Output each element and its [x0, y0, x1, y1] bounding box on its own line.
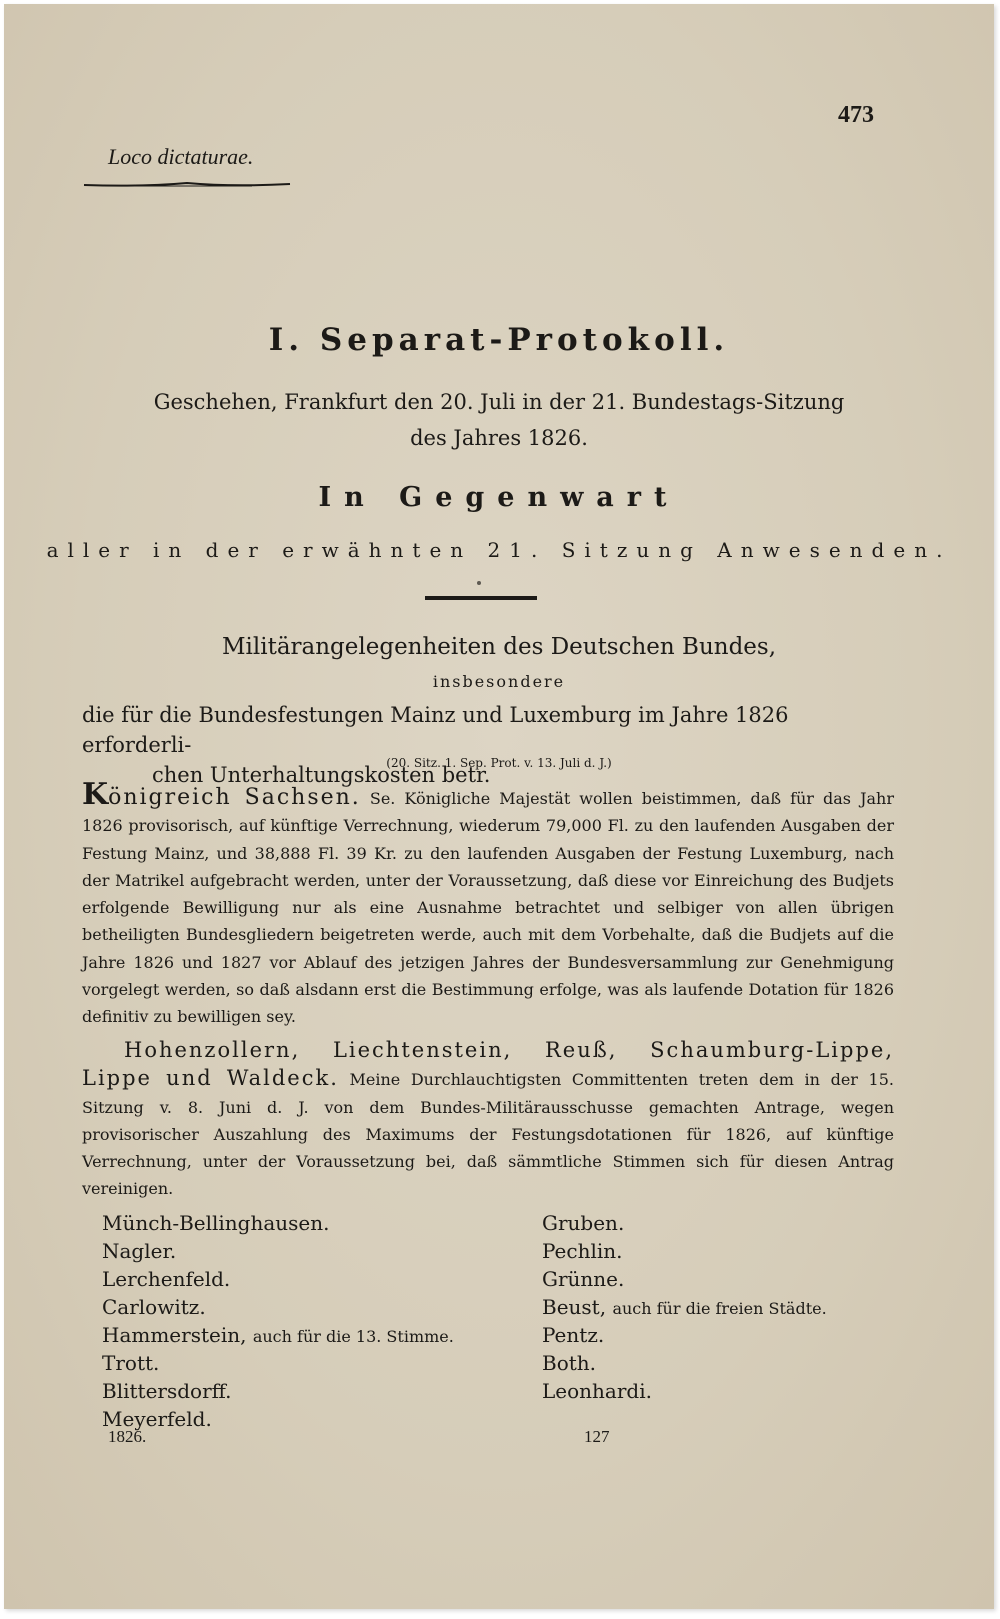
signature-left-2: Nagler. [102, 1239, 177, 1263]
hohenzollern-body: Meine Durchlauchtigsten Committenten treten dem in der 15. Sitzung v. 8. Juni d. J. von dem Bundes-Militärausschusse gemachten Antrage, wegen provisorischer Auszahlung des Maximums der Festungsdotationen für 1826, auf künftige Verrechnung, unter der Voraussetzung bei, daß sämmtliche Stimmen sich für diesen Antrag vereinigen. [82, 1070, 894, 1199]
signature-right-5: Pentz. [542, 1323, 605, 1347]
paragraph-saxony [82, 777, 894, 1031]
footer-sheet-number: 127 [584, 1427, 610, 1446]
signature-left-5: Hammerstein, auch für die 13. Stimme. [102, 1323, 454, 1347]
section-insbesondere: insbesondere [432, 672, 566, 691]
document-page [4, 4, 994, 1609]
intro-line-1: Geschehen, Frankfurt den 20. Juli in der 21. Bundestags-Sitzung [153, 390, 845, 414]
protocol-reference: (20. Sitz. 1. Sep. Prot. v. 13. Juli d. J.) [386, 756, 612, 770]
footer-year: 1826. [108, 1427, 147, 1446]
saxony-lead: önigreich Sachsen. [108, 785, 361, 810]
presence-line: aller in der erwähnten 21. Sitzung Anwesenden. [46, 538, 952, 562]
signature-right-3: Grünne. [542, 1267, 625, 1291]
signature-left-1: Münch-Bellinghausen. [102, 1211, 330, 1235]
intro-line-2: des Jahres 1826. [410, 426, 588, 450]
loco-dictaturae-note: Loco dictaturae. [108, 144, 254, 169]
signature-right-2: Pechlin. [542, 1239, 623, 1263]
document-title: I. Separat-Protokoll. [268, 322, 730, 358]
saxony-body: Se. Königliche Majestät wollen beistimmen, daß für das Jahr 1826 provisorisch, auf künftige Verrechnung, wiederum 79,000 Fl. zu den laufenden Ausgaben der Festung Mainz, und 38,888 Fl. 39 Kr. zu den laufenden Ausgaben der Festung Luxemburg, nach der Matrikel aufgebracht werden, unter der Voraussetzung, daß diese vor Einreichung des Budjets erfolgende Bewilligung nur als eine Ausnahme betrachtet und selbiger von allen übrigen betheiligten Bundesgliedern beigetreten werde, auch mit dem Vorbehalte, daß die Budjets auf die Jahre 1826 und 1827 vor Ablauf des jetzigen Jahres der Bundesversammlung zur Genehmigung vorgelegt werden, so daß alsdann erst die Bestimmung erfolge, was als laufende Dotation für 1826 definitiv zu bewilligen sey. [82, 789, 894, 1027]
signature-left-7: Blittersdorff. [102, 1379, 232, 1403]
divider-dot [477, 581, 481, 585]
paragraph-hohenzollern [82, 1037, 894, 1203]
loco-underline [82, 178, 292, 192]
page-number: 473 [838, 102, 874, 128]
signature-left-4: Carlowitz. [102, 1295, 206, 1319]
section-subject [82, 700, 894, 790]
hohenzollern-lead: Hohenzollern, Liechtenstein, Reuß, Schaumburg-Lippe, Lippe und Waldeck. [82, 1038, 894, 1091]
signature-left-8: Meyerfeld. [102, 1407, 212, 1431]
subject-line-1: die für die Bundesfestungen Mainz und Luxemburg im Jahre 1826 erforderli- [82, 703, 789, 757]
signature-right-6: Both. [542, 1351, 597, 1375]
section-heading: Militärangelegenheiten des Deutschen Bundes, [221, 634, 777, 660]
signature-right-7: Leonhardi. [542, 1379, 652, 1403]
subject-line-2: chen Unterhaltungskosten betr. [152, 763, 491, 787]
signature-left-3: Lerchenfeld. [102, 1267, 231, 1291]
signature-right-4: Beust, auch für die freien Städte. [542, 1295, 827, 1319]
saxony-initial: K [82, 777, 109, 812]
presence-heading: In Gegenwart [318, 482, 680, 513]
signature-right-1: Gruben. [542, 1211, 625, 1235]
section-divider [425, 596, 537, 600]
signature-left-6: Trott. [102, 1351, 160, 1375]
